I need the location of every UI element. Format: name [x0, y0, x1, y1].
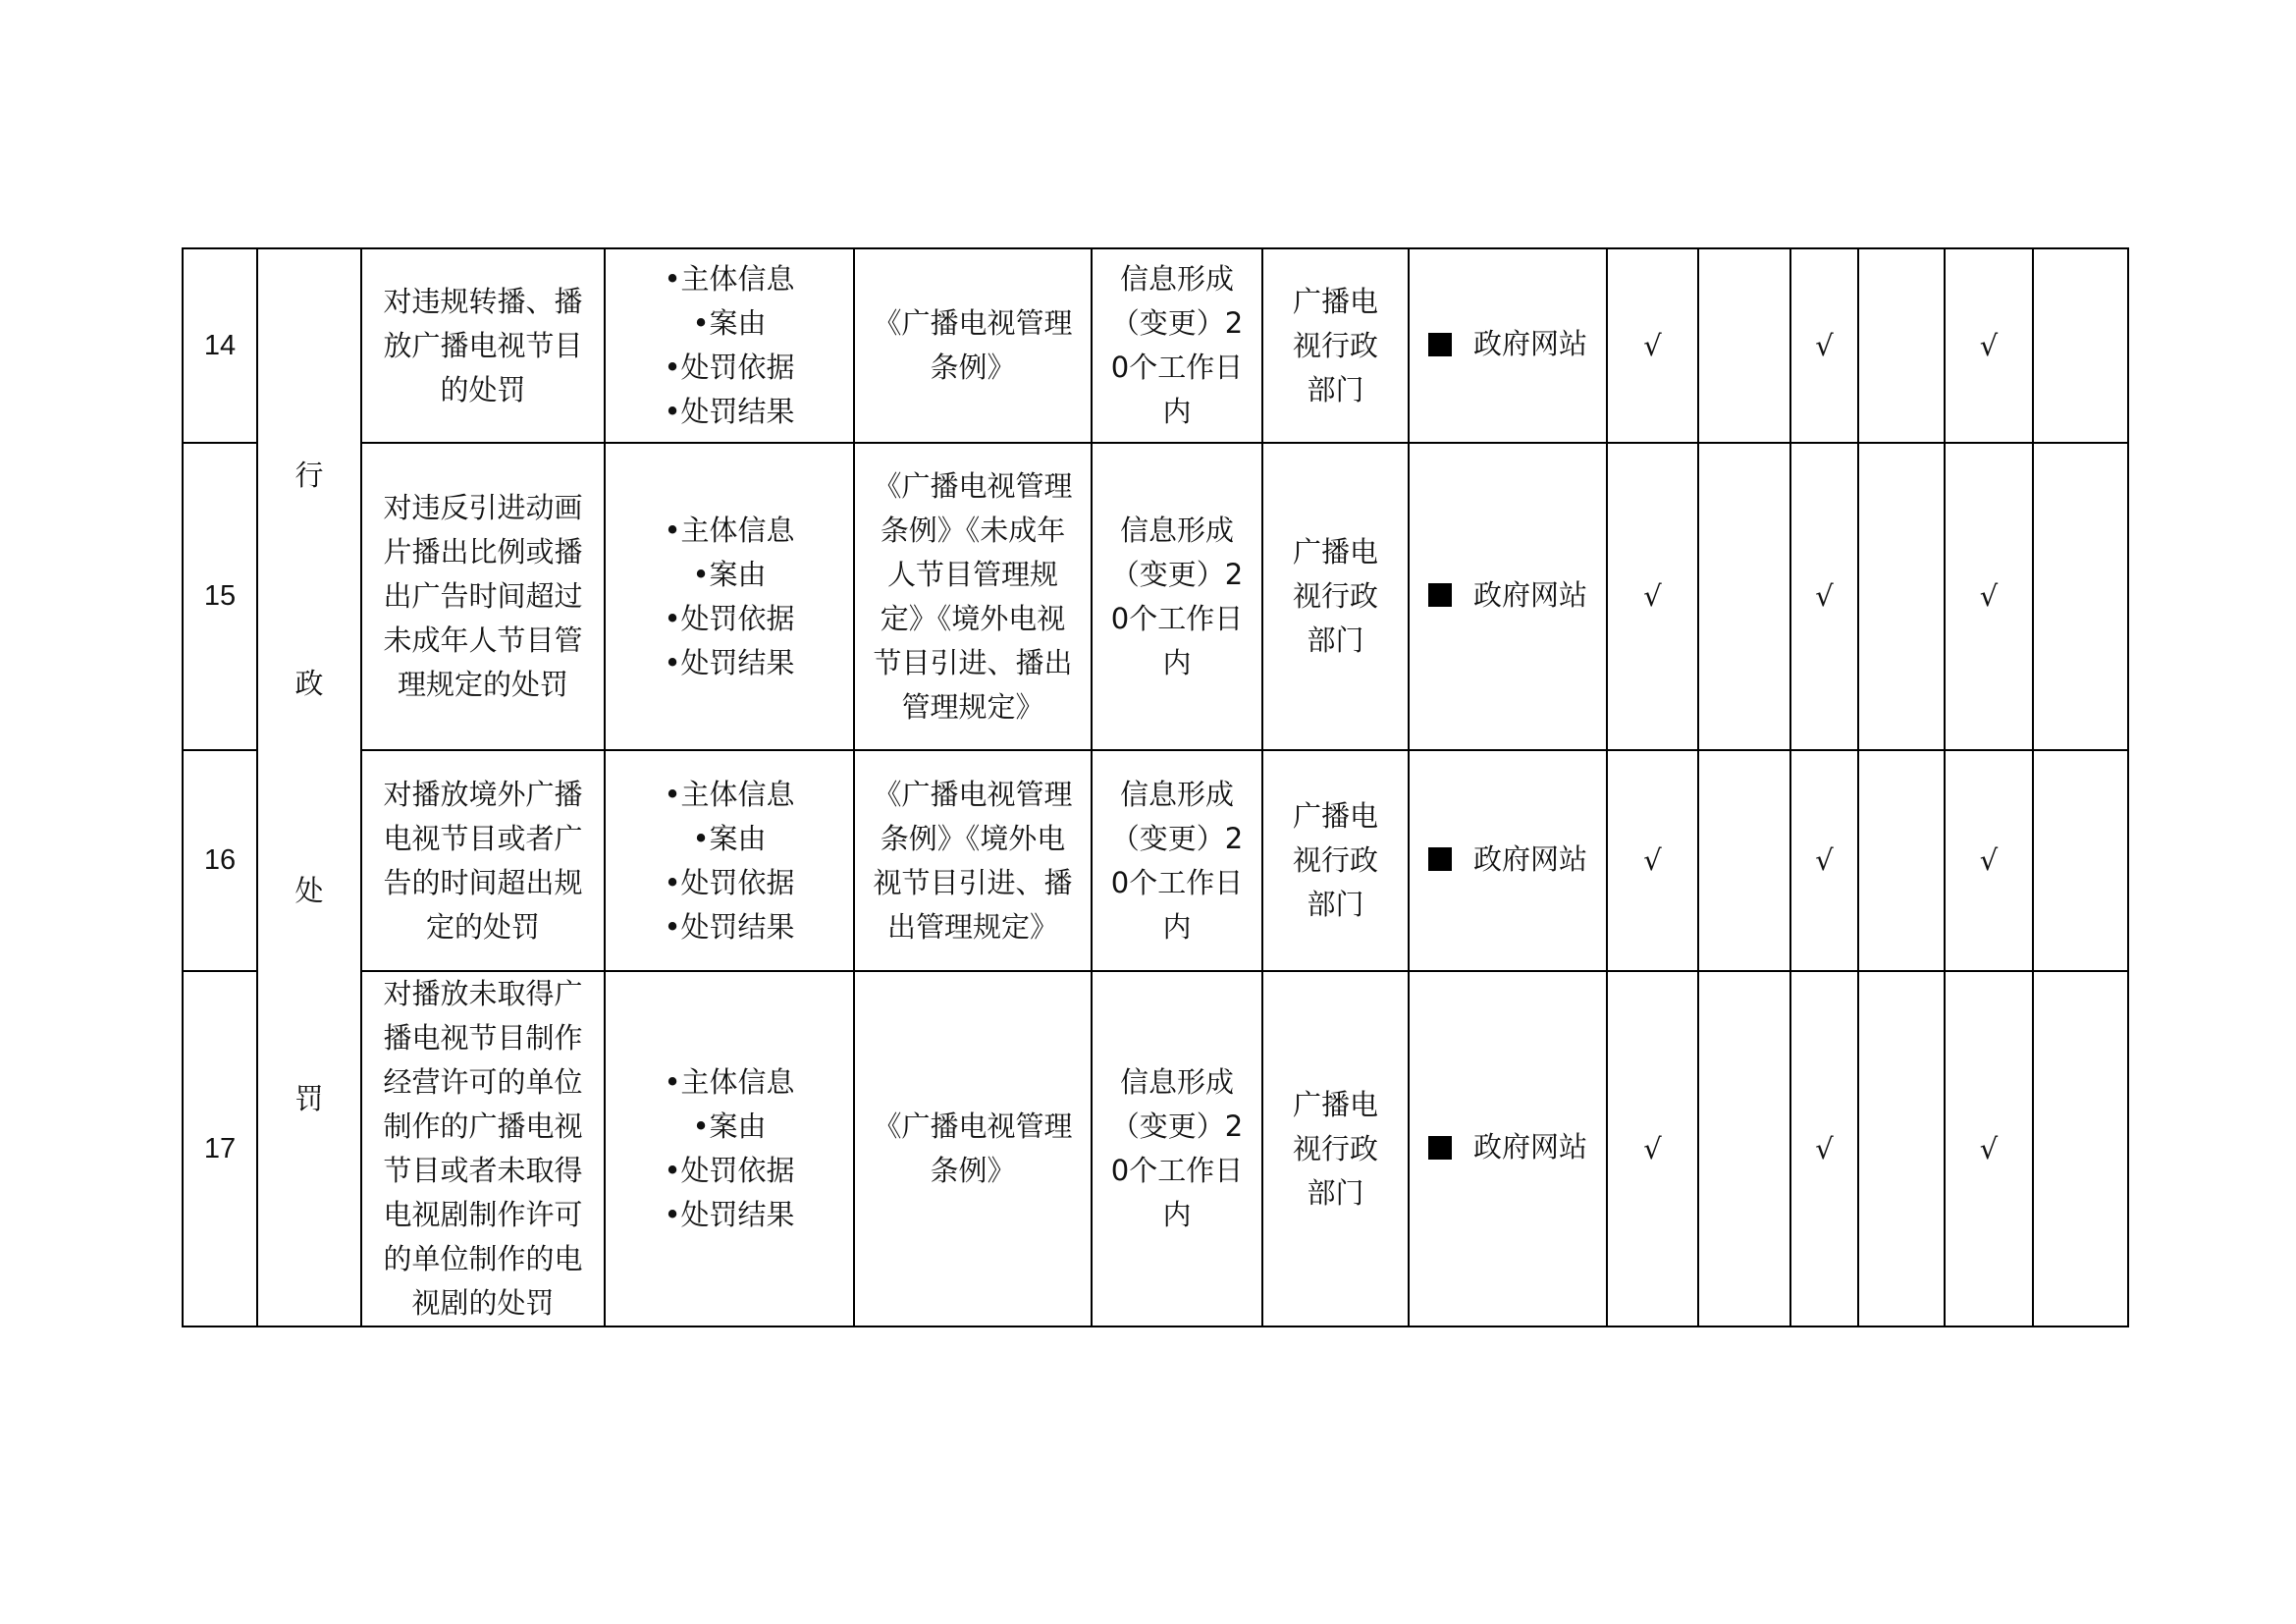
check-mark-cell: √ [1945, 248, 2033, 443]
channel [1428, 1125, 1587, 1169]
empty-cell [1698, 971, 1790, 1326]
empty-cell [1698, 750, 1790, 971]
check-mark-cell: √ [1945, 971, 2033, 1326]
black-square-icon [1428, 847, 1452, 871]
content-item: •处罚结果 [664, 909, 795, 944]
channel [1428, 838, 1587, 882]
black-square-icon [1428, 1136, 1452, 1160]
matter-cell: 对播放境外广播电视节目或者广告的时间超出规定的处罚 [361, 750, 605, 971]
category-char: 政 [294, 666, 324, 700]
table-row [183, 248, 2128, 443]
department-cell: 广播电视行政部门 [1262, 750, 1409, 971]
basis-cell: 《广播电视管理条例》 [854, 248, 1092, 443]
channel-cell [1409, 971, 1607, 1326]
channel-label: 政府网站 [1472, 327, 1587, 361]
channel-label: 政府网站 [1472, 841, 1587, 876]
table-row [183, 443, 2128, 750]
empty-cell [2033, 971, 2128, 1326]
time-limit-cell: 信息形成（变更）20个工作日内 [1092, 443, 1262, 750]
check-mark-cell: √ [1790, 443, 1858, 750]
empty-cell [1858, 443, 1945, 750]
content-item: •主体信息 [664, 777, 795, 811]
row-number: 14 [183, 248, 257, 443]
matter-cell: 对播放未取得广播电视节目制作经营许可的单位制作的广播电视节目或者未取得电视剧制作许可的单位制作的电视剧的处罚 [361, 971, 605, 1326]
content-item: •案由 [692, 306, 767, 340]
channel-cell [1409, 443, 1607, 750]
category-char: 行 [294, 459, 324, 492]
basis-cell: 《广播电视管理条例》 [854, 971, 1092, 1326]
content-item: •处罚依据 [664, 1154, 795, 1187]
check-mark-cell: √ [1607, 443, 1698, 750]
check-mark-cell: √ [1945, 443, 2033, 750]
table-row [183, 971, 2128, 1326]
category-char: 罚 [294, 1081, 324, 1115]
content-item: •主体信息 [664, 1065, 795, 1099]
empty-cell [1858, 750, 1945, 971]
content-cell [605, 443, 854, 750]
content-item: •处罚依据 [664, 601, 795, 635]
empty-cell [1698, 443, 1790, 750]
content-item: •处罚依据 [664, 351, 795, 384]
empty-cell [2033, 443, 2128, 750]
channel-label: 政府网站 [1472, 577, 1587, 612]
content-item: •处罚依据 [664, 865, 795, 899]
row-number: 15 [183, 443, 257, 750]
empty-cell [2033, 750, 2128, 971]
time-limit-cell: 信息形成（变更）20个工作日内 [1092, 750, 1262, 971]
row-number: 16 [183, 750, 257, 971]
check-mark-cell: √ [1790, 750, 1858, 971]
check-mark-cell: √ [1607, 248, 1698, 443]
disclosure-table [182, 247, 2129, 1327]
matter-cell: 对违规转播、播放广播电视节目的处罚 [361, 248, 605, 443]
check-mark-cell: √ [1945, 750, 2033, 971]
check-mark-cell: √ [1607, 971, 1698, 1326]
check-mark-cell: √ [1790, 971, 1858, 1326]
content-cell [605, 750, 854, 971]
table-row [183, 750, 2128, 971]
check-mark-cell: √ [1790, 248, 1858, 443]
content-item: •处罚结果 [664, 645, 795, 679]
content-cell [605, 248, 854, 443]
department-cell: 广播电视行政部门 [1262, 248, 1409, 443]
content-item: •案由 [692, 557, 767, 591]
channel-label: 政府网站 [1472, 1130, 1587, 1164]
empty-cell [1858, 248, 1945, 443]
channel-cell [1409, 750, 1607, 971]
content-item: •主体信息 [664, 513, 795, 547]
black-square-icon [1428, 583, 1452, 607]
empty-cell [2033, 248, 2128, 443]
category-cell [257, 248, 361, 1326]
content-item: •处罚结果 [664, 395, 795, 428]
black-square-icon [1428, 333, 1452, 356]
content-item: •处罚结果 [664, 1198, 795, 1231]
content-item: •案由 [692, 821, 767, 855]
category-char: 处 [294, 874, 324, 908]
time-limit-cell: 信息形成（变更）20个工作日内 [1092, 248, 1262, 443]
content-item: •主体信息 [664, 262, 795, 296]
channel-cell [1409, 248, 1607, 443]
content-cell [605, 971, 854, 1326]
content-item: •案由 [692, 1110, 767, 1143]
department-cell: 广播电视行政部门 [1262, 971, 1409, 1326]
row-number: 17 [183, 971, 257, 1326]
channel [1428, 573, 1587, 618]
empty-cell [1698, 248, 1790, 443]
department-cell: 广播电视行政部门 [1262, 443, 1409, 750]
category-text [274, 454, 345, 1121]
channel [1428, 322, 1587, 366]
basis-cell: 《广播电视管理条例》《境外电视节目引进、播出管理规定》 [854, 750, 1092, 971]
check-mark-cell: √ [1607, 750, 1698, 971]
empty-cell [1858, 971, 1945, 1326]
matter-cell: 对违反引进动画片播出比例或播出广告时间超过未成年人节目管理规定的处罚 [361, 443, 605, 750]
time-limit-cell: 信息形成（变更）20个工作日内 [1092, 971, 1262, 1326]
basis-cell: 《广播电视管理条例》《未成年人节目管理规定》《境外电视节目引进、播出管理规定》 [854, 443, 1092, 750]
